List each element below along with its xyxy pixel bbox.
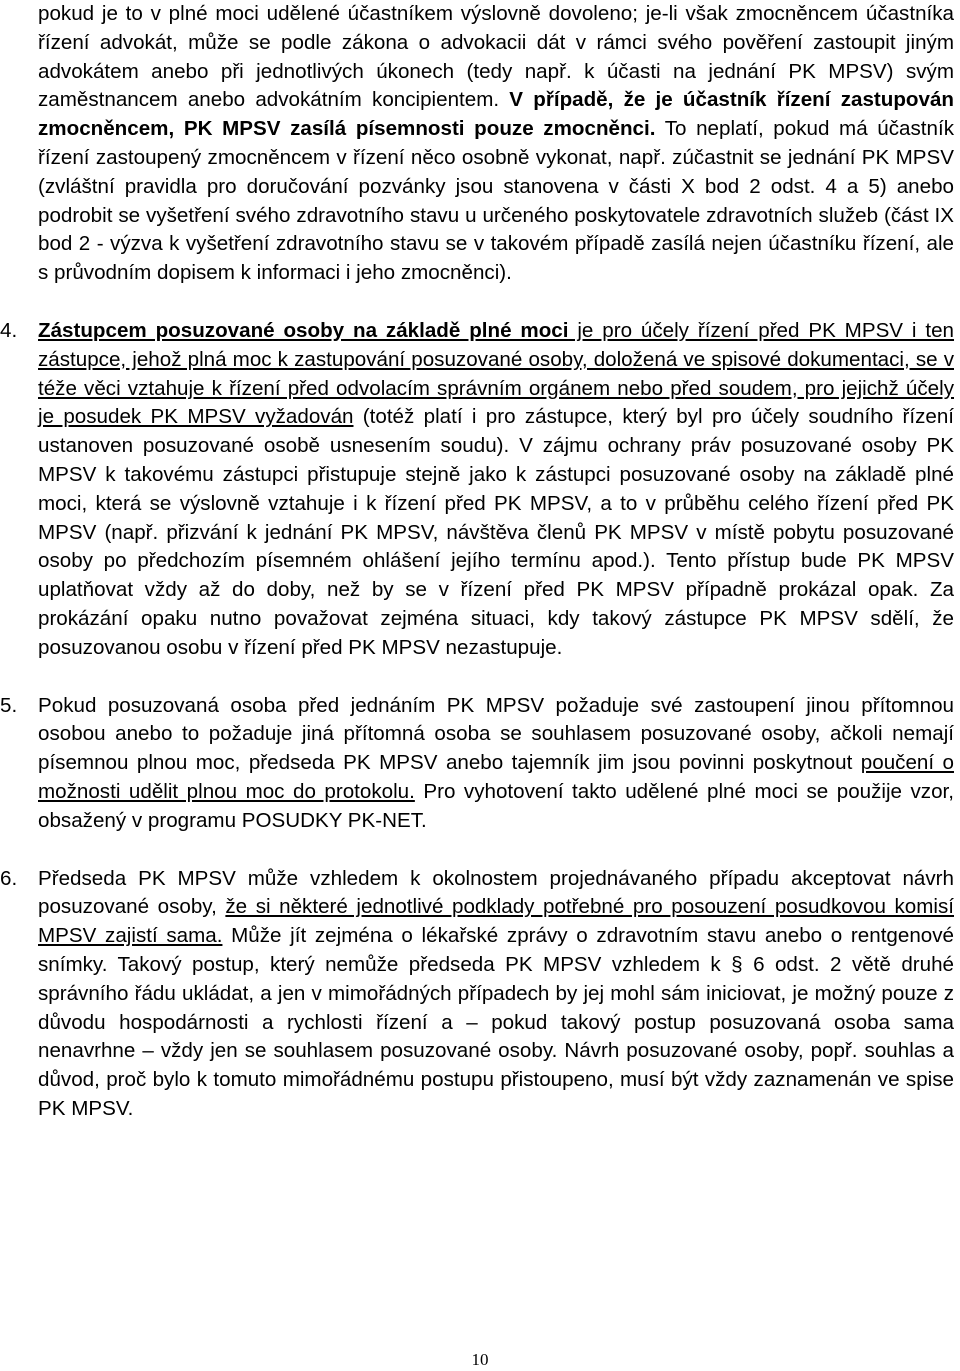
list-item-4 [0, 317, 955, 663]
item-text: Může jít zejména o lékařské zprávy o zdravotním stavu anebo o rentgenové snímky. Takový postup, který nemůže předseda PK MPSV vzhledem k § 6 odst. 2 větě druhé správního řádu ukládat, a jen v mimořádných případech by jej mohl sám iniciovat, je možný pouze z důvodu hospodárnosti a rychlosti řízení a – pokud takový postup posuzovaná osoba sama nenavrhne – vždy jen se souhlasem posuzované osoby. Návrh posuzované osoby, popř. souhlas a důvod, proč bylo k tomuto mimořádnému postupu přistoupeno, musí být vždy zaznamenán ve spise PK MPSV. [38, 924, 954, 1120]
item-number: 5. [0, 693, 18, 717]
item-number: 4. [0, 318, 18, 342]
intro-paragraph [38, 0, 954, 288]
item-text: (totéž platí i pro zástupce, který byl pro účely soudního řízení ustanoven posuzované osobě usnesením soudu). V zájmu ochrany práv posuzované osoby PK MPSV k takovému zástupci přistupuje stejně jako k zástupci posuzované osoby na základě plné moci, která se výslovně vztahuje i k řízení před PK MPSV, a to v průběhu celého řízení před PK MPSV (např. přizvání k jednání PK MPSV, návštěva členů PK MPSV v místě pobytu posuzované osoby po předchozím písemném ohlášení jejího termínu apod.). Tento přístup bude PK MPSV uplatňovat vždy až do doby, než by se v řízení před PK MPSV případně prokázal opak. Za prokázání opaku nutno považovat zejména situaci, kdy takový zástupce PK MPSV sdělí, že posuzovanou osobu v řízení před PK MPSV nezastupuje. [38, 405, 954, 659]
intro-text-1: pokud je to v plné moci udělené účastníkem výslovně dovoleno; je-li však zmocněncem účastníka řízení advokát, může se podle zákona o advokacii dát v rámci svého pověření zastoupit jiným advokátem anebo při jednotlivých úkonech (tedy např. k účasti na jednání PK MPSV) svým zaměstnancem anebo advokátním koncipientem. [38, 2, 954, 112]
item-underlined-text: poučení o možnosti udělit plnou moc do protokolu. [38, 751, 954, 803]
intro-text-2: To neplatí, pokud má účastník řízení zastoupený zmocněncem v řízení něco osobně vykonat, např. zúčastnit se jednání PK MPSV (zvláštní pravidla pro doručování pozvánky jsou stanovena v části X bod 2 odst. 4 a 5) anebo podrobit se vyšetření svého zdravotního stavu u určeného poskytovatele zdravotních služeb (část IX bod 2 - výzva k vyšetření zdravotního stavu se v takovém případě zasílá nejen účastníku řízení, ale s průvodním dopisem k informaci i jeho zmocněnci). [38, 117, 954, 285]
item-number: 6. [0, 866, 18, 890]
item-text: Pokud posuzovaná osoba před jednáním PK MPSV požaduje své zastoupení jinou přítomnou osobou anebo to požaduje jiná přítomná osoba se souhlasem posuzované osoby, ačkoli nemají písemnou plnou moc, předseda PK MPSV anebo tajemník jim jsou povinni poskytnout [38, 693, 954, 775]
item-underlined-text: že si některé jednotlivé podklady potřebné pro posouzení posudkovou komisí MPSV zajistí sama. [38, 895, 954, 948]
item-paragraph [38, 865, 954, 1124]
item-text: Pro vyhotovení takto udělené plné moci se použije vzor, obsažený v programu POSUDKY PK-NET. [38, 779, 954, 832]
list-item-6 [0, 865, 954, 1124]
item-bold-underlined-text: Zástupcem posuzované osoby na základě plné moci [38, 318, 569, 342]
item-text: Předseda PK MPSV může vzhledem k okolnostem projednávaného případu akceptovat návrh posuzované osoby, [38, 866, 954, 919]
intro-bold-text: V případě, že je účastník řízení zastupován zmocněncem, PK MPSV zasílá písemnosti pouze zmocněnci. [38, 88, 954, 141]
list-item-5 [0, 692, 954, 836]
item-underlined-text: je pro účely řízení před PK MPSV i ten zástupce, jehož plná moc k zastupování posuzované osoby, doložená ve spisové dokumentaci, se v téže věci vztahuje k řízení před odvolacím správním orgánem nebo před soudem, pro jejichž účely je posudek PK MPSV vyžadován [38, 318, 955, 429]
item-paragraph [38, 317, 954, 663]
page-number: 10 [471, 1350, 489, 1369]
item-paragraph [38, 692, 954, 836]
